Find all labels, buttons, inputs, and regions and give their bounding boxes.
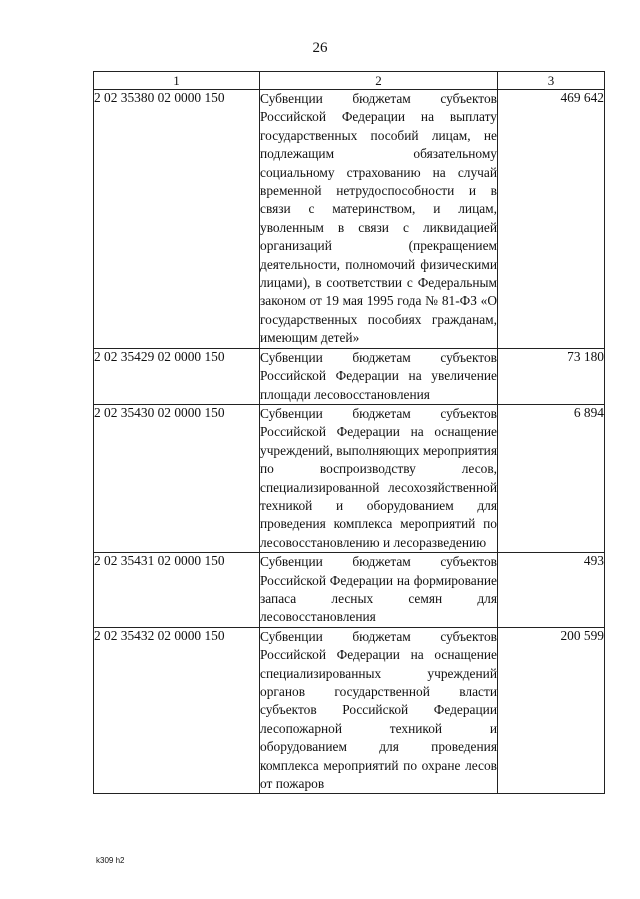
- document-footer-code: k309 h2: [96, 856, 125, 865]
- table-header-row: [94, 72, 605, 90]
- budget-code: 2 02 35429 02 0000 150: [94, 348, 260, 404]
- header-col-3: 3: [498, 72, 605, 90]
- header-col-1: 1: [94, 72, 260, 90]
- table-row: [94, 627, 605, 794]
- budget-amount: 73 180: [498, 348, 605, 404]
- budget-amount: 200 599: [498, 627, 605, 794]
- page-number: 26: [312, 40, 328, 56]
- budget-description: Субвенции бюджетам субъектов Российской Федерации на оснащение учреждений, выполняющих мероприятия по воспроизводству лесов, специализированной лесохозяйственной техникой и оборудованием для проведения комплекса мероприятий по лесовосстановлению и лесоразведению: [260, 404, 498, 552]
- budget-code: 2 02 35432 02 0000 150: [94, 627, 260, 794]
- budget-code: 2 02 35380 02 0000 150: [94, 90, 260, 349]
- table-row: [94, 553, 605, 628]
- budget-amount: 469 642: [498, 90, 605, 349]
- budget-description: Субвенции бюджетам субъектов Российской Федерации на выплату государственных пособий лицам, не подлежащим обязательному социальному страхованию на случай временной нетрудоспособности и в связи с материнством, и лицам, уволенным в связи с ликвидацией организаций (прекращением деятельности, полномочий физическими лицами), в соответствии с Федеральным законом от 19 мая 1995 года № 81-ФЗ «О государственных пособиях гражданам, имеющим детей»: [260, 90, 498, 349]
- budget-amount: 6 894: [498, 404, 605, 552]
- table-row: [94, 90, 605, 349]
- budget-table: [93, 71, 605, 794]
- budget-description: Субвенции бюджетам субъектов Российской Федерации на формирование запаса лесных семян для лесовосстановления: [260, 553, 498, 628]
- budget-amount: 493: [498, 553, 605, 628]
- budget-description: Субвенции бюджетам субъектов Российской Федерации на увеличение площади лесовосстановления: [260, 348, 498, 404]
- table-row: [94, 348, 605, 404]
- budget-code: 2 02 35430 02 0000 150: [94, 404, 260, 552]
- table-row: [94, 404, 605, 552]
- budget-code: 2 02 35431 02 0000 150: [94, 553, 260, 628]
- budget-description: Субвенции бюджетам субъектов Российской Федерации на оснащение специализированных учреждений органов государственной власти субъектов Российской Федерации лесопожарной техникой и оборудованием для проведения комплекса мероприятий по охране лесов от пожаров: [260, 627, 498, 794]
- header-col-2: 2: [260, 72, 498, 90]
